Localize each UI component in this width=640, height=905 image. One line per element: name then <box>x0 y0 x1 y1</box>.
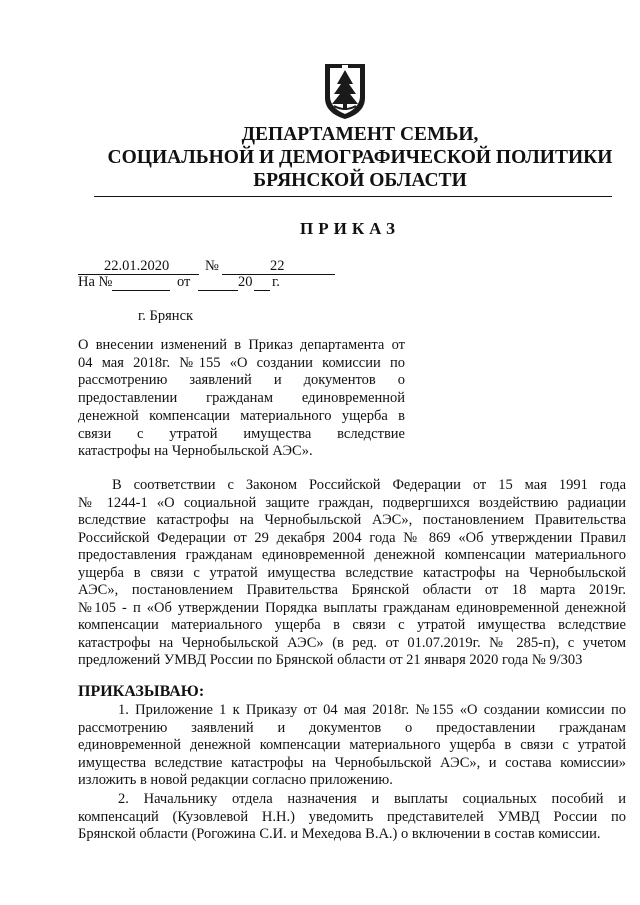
order-subject <box>78 337 405 461</box>
order-title: ПРИКАЗ <box>300 219 400 238</box>
preamble-line: ущерба в связи с утратой имущества вследствие катастрофы на Чернобыльской <box>78 564 626 581</box>
department-name-line3: БРЯНСКОЙ ОБЛАСТИ <box>253 170 467 191</box>
order-number: 22 <box>270 258 285 274</box>
item-line: Брянской области (Рогожина С.И. и Мехедова В.А.) о включении в состав комиссии. <box>78 826 601 842</box>
reference-number-underline <box>112 290 170 291</box>
preamble-line: Российской Федерации от 29 декабря 2004 года № 869 «Об утверждении Правил <box>78 529 626 546</box>
preamble <box>78 477 626 670</box>
subject-line: О внесении изменений в Приказ департамента от <box>78 337 405 353</box>
header-divider <box>94 196 612 197</box>
preamble-line: вследствие катастрофы на Чернобыльской АЭС», постановлением Правительства <box>78 512 626 528</box>
subject-line: денежной компенсации материального ущерба в <box>78 407 405 424</box>
reference-year-underline <box>254 290 270 291</box>
preamble-line: № 1244-1 «О социальной защите граждан, подвергшихся воздействию радиации <box>78 494 626 511</box>
department-name-line1: ДЕПАРТАМЕНТ СЕМЬИ, <box>241 124 479 145</box>
order-number-label: № <box>205 258 219 274</box>
reference-g: г. <box>272 274 280 290</box>
subject-line: катастрофы на Чернобыльской АЭС». <box>78 443 313 460</box>
preamble-line: предложений УМВД России по Брянской области от 21 января 2020 года № 9/303 <box>78 652 583 668</box>
preamble-line: №105 - п «Об утверждении Порядка выплаты гражданам единовременной денежной <box>78 599 626 616</box>
preamble-line: В соответствии с Законом Российской Федерации от 15 мая 1991 года <box>112 477 626 493</box>
reference-year: 20 <box>238 274 253 290</box>
order-heading: ПРИКАЗЫВАЮ: <box>78 683 205 700</box>
subject-line: предоставлении гражданам единовременной <box>78 390 405 407</box>
item-line: 1. Приложение 1 к Приказу от 04 мая 2018г. №155 «О создании комиссии по <box>118 702 626 718</box>
preamble-line: АЭС», постановлением Правительства Брянской области от 18 марта 2019г. <box>78 582 626 598</box>
subject-line: рассмотрению заявлений и документов о <box>78 372 405 389</box>
item-line: имущества вследствие катастрофы на Чернобыльской АЭС», и состава комиссии» <box>78 754 626 771</box>
item-line: 2. Начальнику отдела назначения и выплаты социальных пособий и <box>118 791 626 807</box>
subject-line: 04 мая 2018г. №155 «О создании комиссии по <box>78 354 405 371</box>
preamble-line: предоставления гражданам единовременной денежной компенсации материального <box>78 547 626 563</box>
item-line: компенсаций (Кузовлевой Н.Н.) уведомить представителей УМВД России по <box>78 808 626 825</box>
item-line: изложить в новой редакции согласно приложению. <box>78 772 393 788</box>
subject-line: связи с утратой имущества вследствие <box>78 425 405 442</box>
order-item-1 <box>78 702 626 790</box>
preamble-line: компенсации материального ущерба в связи с утратой имущества вследствие <box>78 617 626 633</box>
reference-from-label: от <box>177 274 191 290</box>
bryansk-coat-of-arms-icon <box>322 62 368 120</box>
item-line: рассмотрению заявлений и документов о предоставлении гражданам <box>78 719 626 736</box>
preamble-line: катастрофы на Чернобыльской АЭС» (в ред. от 01.07.2019г. № 285-п), с учетом <box>78 634 626 651</box>
reference-date-underline <box>198 290 238 291</box>
city: г. Брянск <box>138 308 194 324</box>
order-item-2 <box>78 791 626 844</box>
reference-label: На № <box>78 274 113 290</box>
order-date: 22.01.2020 <box>104 258 170 274</box>
item-line: единовременной денежной компенсации материального ущерба в связи с утратой <box>78 737 626 753</box>
department-name-line2: СОЦИАЛЬНОЙ И ДЕМОГРАФИЧЕСКОЙ ПОЛИТИКИ <box>107 147 613 168</box>
